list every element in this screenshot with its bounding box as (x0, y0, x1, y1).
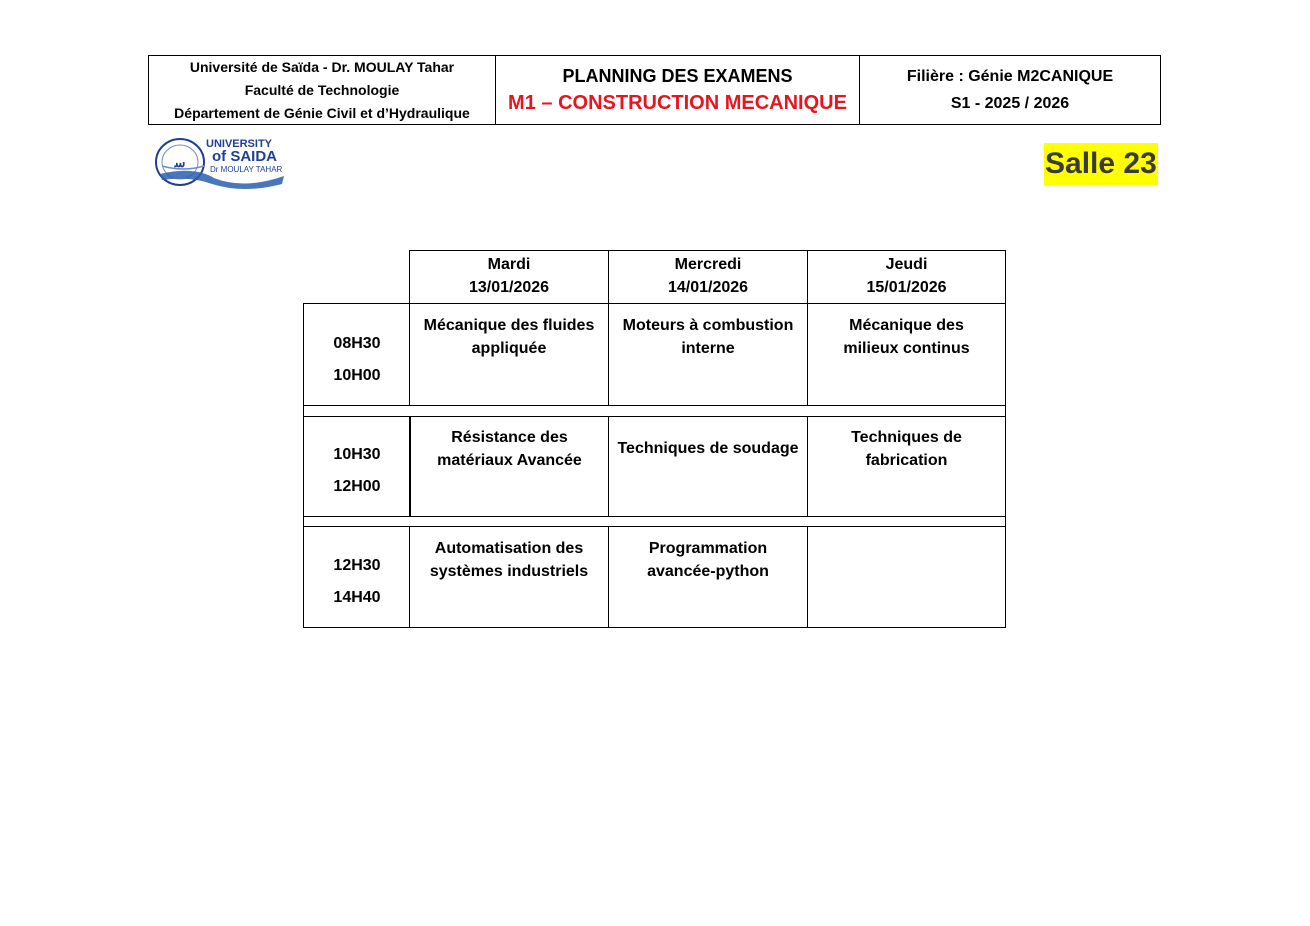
exam-cell (808, 426, 1005, 472)
exam-subject: Moteurs à combustion (622, 317, 794, 334)
header-box (148, 55, 1161, 125)
slot-start: 08H30 (333, 335, 381, 352)
slot-end: 14H40 (333, 589, 381, 606)
semester-label: S1 - 2025 / 2026 (950, 95, 1070, 112)
logo-line-1: UNIVERSITY (206, 138, 273, 150)
exam-subject: Techniques de soudage (617, 440, 799, 457)
exam-cell (410, 537, 608, 583)
exam-cell (410, 314, 608, 360)
exam-subject: Mécanique des fluides (423, 317, 595, 334)
slot-end: 12H00 (333, 478, 381, 495)
day-date: 13/01/2026 (468, 279, 550, 296)
logo-wordmark (206, 138, 282, 176)
day-header-jeudi (808, 253, 1005, 299)
exam-subject: Automatisation des (434, 540, 584, 557)
exam-cell (808, 314, 1005, 360)
slot-2-time (304, 439, 410, 503)
exam-subject: Mécanique des (849, 317, 964, 334)
logo-line-3: Dr MOULAY TAHAR (210, 165, 283, 174)
program-info-block (860, 56, 1160, 124)
exam-subject: Techniques de (851, 429, 962, 446)
title-block (496, 56, 860, 124)
day-date: 14/01/2026 (667, 279, 749, 296)
planning-title: PLANNING DES EXAMENS (562, 66, 793, 86)
logo-line-2: of SAIDA (212, 148, 277, 165)
institution-block (149, 56, 496, 124)
room-badge: Salle 23 (1044, 143, 1158, 185)
department-name: Département de Génie Civil et d’Hydraulique (174, 104, 470, 121)
slot-3-time (304, 550, 410, 614)
exam-subject: fabrication (865, 452, 948, 469)
program-title: M1 – CONSTRUCTION MECANIQUE (508, 92, 847, 114)
exam-subject: avancée-python (647, 563, 769, 580)
exam-subject: Programmation (648, 540, 768, 557)
faculty-name: Faculté de Technologie (244, 81, 400, 98)
day-header-mercredi (609, 253, 807, 299)
day-date: 15/01/2026 (866, 279, 947, 296)
day-header-mardi (410, 253, 608, 299)
day-name: Mardi (487, 256, 531, 273)
exam-subject: matériaux Avancée (437, 452, 582, 469)
university-logo (154, 136, 288, 190)
slot-start: 12H30 (333, 557, 381, 574)
exam-subject: systèmes industriels (429, 563, 589, 580)
exam-cell (411, 426, 608, 472)
exam-subject: milieux continus (843, 340, 970, 357)
university-name: Université de Saïda - Dr. MOULAY Tahar (189, 58, 455, 75)
exam-subject: Résistance des (451, 429, 568, 446)
exam-cell (609, 437, 807, 460)
slot-1-time (304, 328, 410, 392)
exam-subject: interne (681, 340, 735, 357)
day-name: Jeudi (885, 256, 928, 273)
day-name: Mercredi (674, 256, 742, 273)
exam-cell (609, 314, 807, 360)
slot-start: 10H30 (333, 446, 381, 463)
filiere-label: Filière : Génie M2CANIQUE (906, 68, 1114, 85)
slot-end: 10H00 (333, 367, 381, 384)
exam-cell (609, 537, 807, 583)
svg-text:ﺳ: ﺳ (174, 156, 186, 171)
exam-subject: appliquée (471, 340, 547, 357)
